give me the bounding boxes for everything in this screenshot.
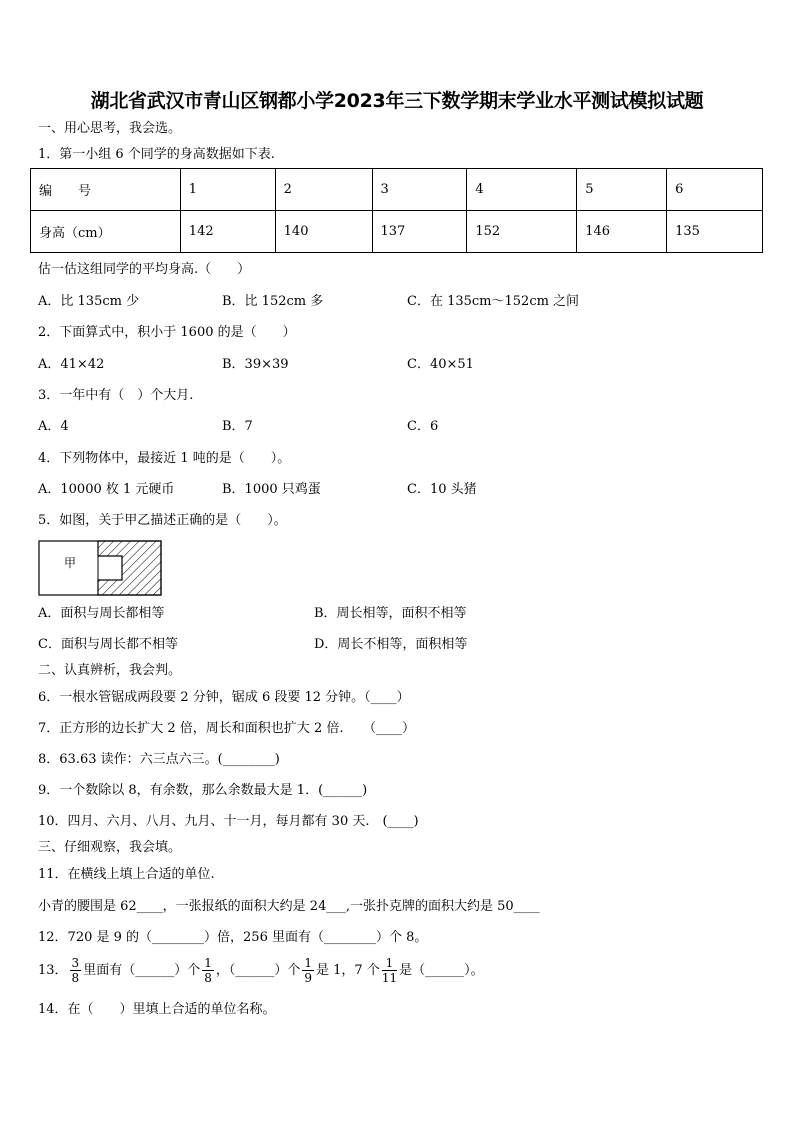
table-cell: 4 bbox=[467, 169, 577, 211]
fraction: $\frac{1}{8}$ bbox=[204, 956, 212, 985]
q5-option-d[interactable]: D．周长不相等，面积相等 bbox=[314, 637, 468, 652]
figure-label-jia: 甲 bbox=[64, 556, 77, 570]
table-cell: 3 bbox=[372, 169, 467, 211]
table-cell: 152 bbox=[467, 211, 577, 253]
table-cell: 135 bbox=[667, 211, 763, 253]
question-13 bbox=[38, 956, 484, 986]
q13-text-1: 里面有（______）个 bbox=[83, 963, 201, 978]
fraction: $\frac{1}{11}$ bbox=[381, 956, 398, 985]
fraction: $\frac{1}{9}$ bbox=[304, 956, 312, 985]
q13-text-2: ，（______）个 bbox=[215, 963, 301, 978]
q1-option-a[interactable]: A．比 135cm 少 bbox=[38, 294, 140, 309]
question-5-stem: 5．如图，关于甲乙描述正确的是（ ）。 bbox=[38, 513, 287, 528]
page-title: 湖北省武汉市青山区钢都小学2023年三下数学期末学业水平测试模拟试题 bbox=[90, 90, 704, 112]
q5-option-b[interactable]: B．周长相等，面积不相等 bbox=[314, 606, 467, 621]
q1-option-b[interactable]: B．比 152cm 多 bbox=[222, 294, 324, 309]
question-14: 14．在（ ）里填上合适的单位名称。 bbox=[38, 1002, 276, 1017]
question-1-stem: 1．第一小组 6 个同学的身高数据如下表. bbox=[38, 147, 275, 162]
table-cell: 2 bbox=[275, 169, 372, 211]
section-heading-2: 二、认真辨析，我会判。 bbox=[38, 663, 182, 678]
figure-shaded-region-yi bbox=[98, 541, 161, 595]
q1-option-c[interactable]: C．在 135cm～152cm 之间 bbox=[407, 294, 580, 309]
q4-option-a[interactable]: A．10000 枚 1 元硬币 bbox=[38, 482, 175, 497]
q4-option-c[interactable]: C．10 头猪 bbox=[407, 482, 477, 497]
q13-text-3: 是 1，7 个 bbox=[316, 963, 380, 978]
table-cell: 1 bbox=[180, 169, 275, 211]
question-12: 12．720 是 9 的（________）倍，256 里面有（________）个 8。 bbox=[38, 930, 428, 945]
table-row bbox=[31, 169, 763, 211]
table-cell: 142 bbox=[180, 211, 275, 253]
table-cell: 146 bbox=[577, 211, 667, 253]
table-cell: 137 bbox=[372, 211, 467, 253]
table-row bbox=[31, 211, 763, 253]
q5-option-c[interactable]: C．面积与周长都不相等 bbox=[38, 637, 178, 652]
question-10: 10．四月、六月、八月、九月、十一月，每月都有 30 天. (____) bbox=[38, 814, 419, 829]
table-row-label: 身高（cm） bbox=[31, 211, 181, 253]
question-1-prompt: 估一估这组同学的平均身高.（ ） bbox=[38, 262, 251, 277]
q3-option-c[interactable]: C．6 bbox=[407, 419, 439, 434]
fraction: $\frac{3}{8}$ bbox=[71, 956, 80, 985]
section-heading-3: 三、仔细观察，我会填。 bbox=[38, 840, 182, 855]
height-table bbox=[30, 168, 763, 253]
q3-option-a[interactable]: A．4 bbox=[38, 419, 69, 434]
question-4-stem: 4．下列物体中，最接近 1 吨的是（ ）。 bbox=[38, 451, 291, 466]
q3-option-b[interactable]: B．7 bbox=[222, 419, 253, 434]
q13-number: 13． bbox=[38, 963, 68, 978]
q5-option-a[interactable]: A．面积与周长都相等 bbox=[38, 606, 165, 621]
question-9: 9．一个数除以 8，有余数，那么余数最大是 1．(______) bbox=[38, 783, 368, 798]
q13-text-4: 是（______）。 bbox=[399, 963, 484, 978]
question-3-stem: 3．一年中有（ ）个大月. bbox=[38, 388, 194, 403]
question-11-stem: 11．在横线上填上合适的单位. bbox=[38, 867, 215, 882]
q2-option-b[interactable]: B．39×39 bbox=[222, 357, 289, 372]
section-heading-1: 一、用心思考，我会选。 bbox=[38, 121, 182, 136]
question-7: 7．正方形的边长扩大 2 倍，周长和面积也扩大 2 倍. （____） bbox=[38, 721, 415, 736]
shape-figure bbox=[38, 540, 164, 598]
table-header-label: 编 号 bbox=[31, 169, 181, 211]
q2-option-a[interactable]: A．41×42 bbox=[38, 357, 105, 372]
question-8: 8．63.63 读作：六三点六三。(________) bbox=[38, 752, 280, 767]
q2-option-c[interactable]: C．40×51 bbox=[407, 357, 474, 372]
table-cell: 6 bbox=[667, 169, 763, 211]
table-cell: 140 bbox=[275, 211, 372, 253]
question-6: 6．一根水管锯成两段要 2 分钟，锯成 6 段要 12 分钟。（____） bbox=[38, 690, 410, 705]
question-2-stem: 2．下面算式中，积小于 1600 的是（ ） bbox=[38, 325, 296, 340]
question-11-line: 小青的腰围是 62____，一张报纸的面积大约是 24___,一张扑克牌的面积大约是 50____ bbox=[38, 899, 540, 914]
table-cell: 5 bbox=[577, 169, 667, 211]
q4-option-b[interactable]: B．1000 只鸡蛋 bbox=[222, 482, 321, 497]
